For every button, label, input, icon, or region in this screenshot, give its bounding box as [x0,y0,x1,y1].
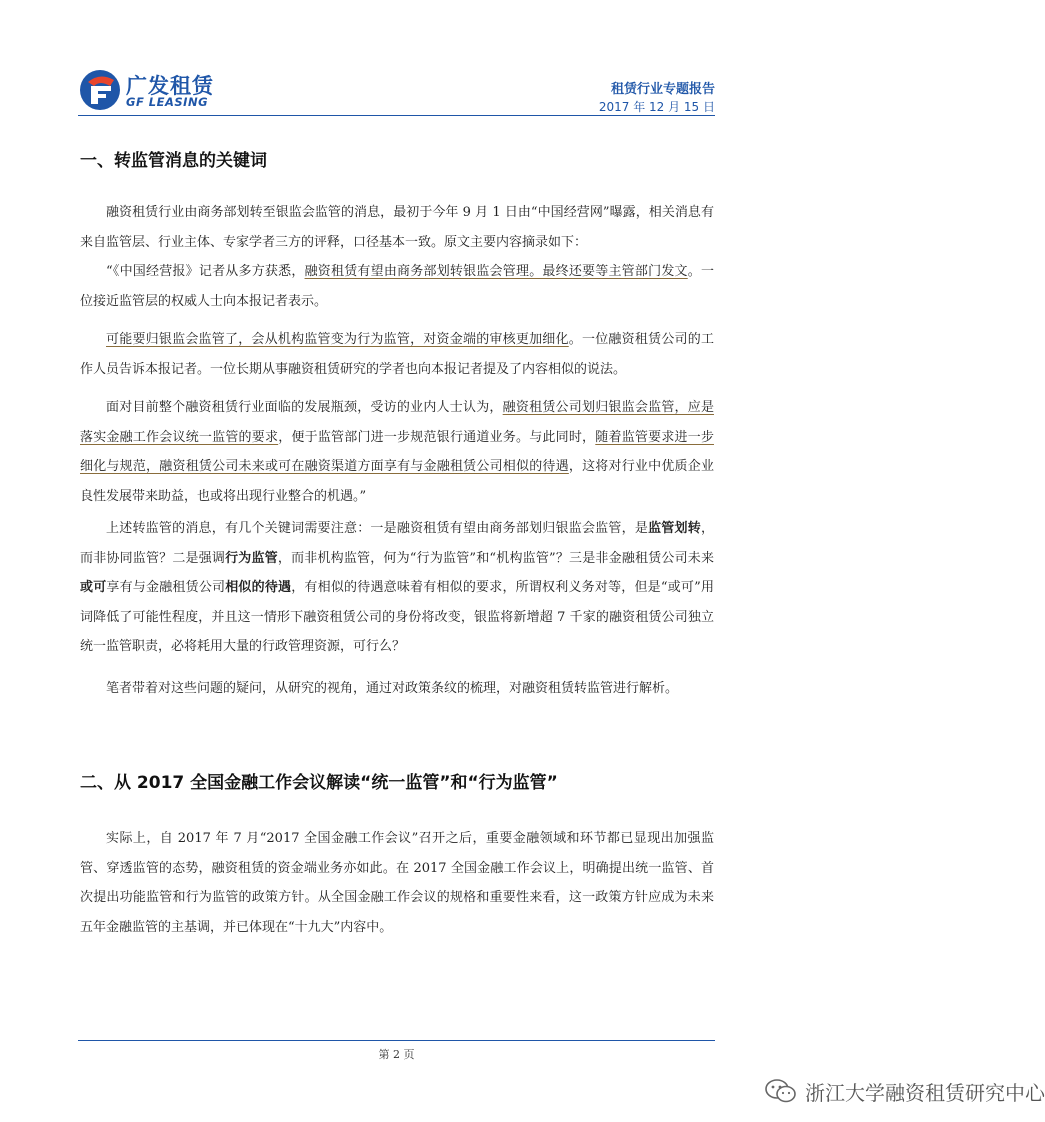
keyword-maybe: 或可 [80,580,107,595]
quote-1-underlined: 融资租赁有望由商务部划转银监会管理。最终还要等主管部门发文 [304,264,688,279]
keyword-behavior-regulation: 行为监管 [225,550,278,566]
quote-2-text-a: 。一位融资租赁公司的工作人员告诉本报记者。一位长期从事融资租赁研究的学者也向本报记者提及了内容相似的说法。 [80,332,714,377]
section-1-paragraph-closing: 笔者带着对这些问题的疑问，从研究的视角，通过对政策条纹的梳理，对融资租赁转监管进行解析。 [106,681,679,696]
logo-en-text: GF LEASING [126,95,209,109]
logo-cn-text: 广发租赁 [126,74,214,98]
quote-1-text-b: 。一位接近监管层的权威人士向本报记者表示。 [80,264,714,309]
keywords-text-a: 上述转监管的消息，有几个关键词需要注意：一是融资租赁有望由商务部划归银监会监管，是 [106,521,649,536]
page-header [0,0,793,120]
section-1-paragraph-keywords [80,514,714,662]
watermark-text: 浙江大学融资租赁研究中心 [805,1081,1045,1105]
header-divider [78,115,715,116]
quote-3-text-c: ，这将对行业中优质企业良性发展带来助益，也或将出现行业整合的机遇。” [80,459,714,504]
section-1-quote-paragraph-2 [80,325,714,384]
keyword-similar-treatment: 相似的待遇 [225,580,292,595]
quote-2-underlined: 可能要归银监会监管了，会从机构监管变为行为监管，对资金端的审核更加细化 [106,332,569,347]
quote-1-text-a: “《中国经营报》记者从多方获悉， [106,264,305,279]
section-2-heading: 二、从 2017 全国金融工作会议解读“统一监管”和“行为监管” [80,773,558,793]
quote-3-underlined-2: 随着监管要求进一步细化与规范，融资租赁公司未来或可在融资渠道方面享有与金融租赁公司相似的待遇 [80,429,714,474]
section-1-quote-paragraph-3 [80,393,714,511]
section-1-paragraph-1: 融资租赁行业由商务部划转至银监会监管的消息，最初于今年 9 月 1 日由“中国经营网”曝露，相关消息有来自监管层、行业主体、专家学者三方的评释，口径基本一致。原文主要内容摘录如下： [80,205,714,250]
section-2-paragraph-1: 实际上，自 2017 年 7 月“2017 全国金融工作会议”召开之后，重要金融领域和环节都已显现出加强监管、穿透监管的态势，融资租赁的资金端业务亦如此。在 2017 全国金融工作会议上，明确提出统一监管、首次提出功能监管和行为监管的政策方针。从全国金融工作会议的规格和重要性来看，这一政策方针应成为未来五年金融监管的主基调，并已体现在“十九大”内容中。 [80,831,714,935]
gf-leasing-logo [78,68,258,112]
keywords-text-d: ，而非机构监管，何为“行为监管”和“机构监管”？三是非金融租赁公司未来 [277,550,714,566]
page-number: 第 2 页 [378,1048,415,1061]
quote-3-text-a: 面对目前整个融资租赁行业面临的发展瓶颈，受访的业内人士认为， [106,400,503,415]
keywords-text-f: ，有相似的待遇意味着有相似的要求，所谓权利义务对等，但是“或可”用词降低了可能性程度，并且这一情形下融资租赁公司的身份将改变，银监将新增超 7 千家的融资租赁公司独立统一监管职责，必将耗用大量的行政管理资源，可行么？ [80,580,714,654]
report-type: 租赁行业专题报告 [610,82,715,97]
gf-logo-icon [78,68,122,112]
quote-3-underlined-1: 融资租赁公司划归银监会监管，应是落实金融工作会议统一监管的要求 [80,400,714,445]
section-1-quote-paragraph-1 [80,257,714,316]
wechat-icon [765,1078,797,1104]
keywords-text-e: 享有与金融租赁公司 [106,580,226,595]
section-1-heading: 一、转监管消息的关键词 [80,151,267,171]
footer-divider [78,1040,715,1041]
quote-3-text-b: ，便于监管部门进一步规范银行通道业务。与此同时， [278,429,596,445]
report-date: 2017 年 12 月 15 日 [598,100,715,114]
keywords-text-c: ，而非协同监管？二是强调 [80,521,714,566]
keyword-transfer: 监管划转 [648,521,701,536]
